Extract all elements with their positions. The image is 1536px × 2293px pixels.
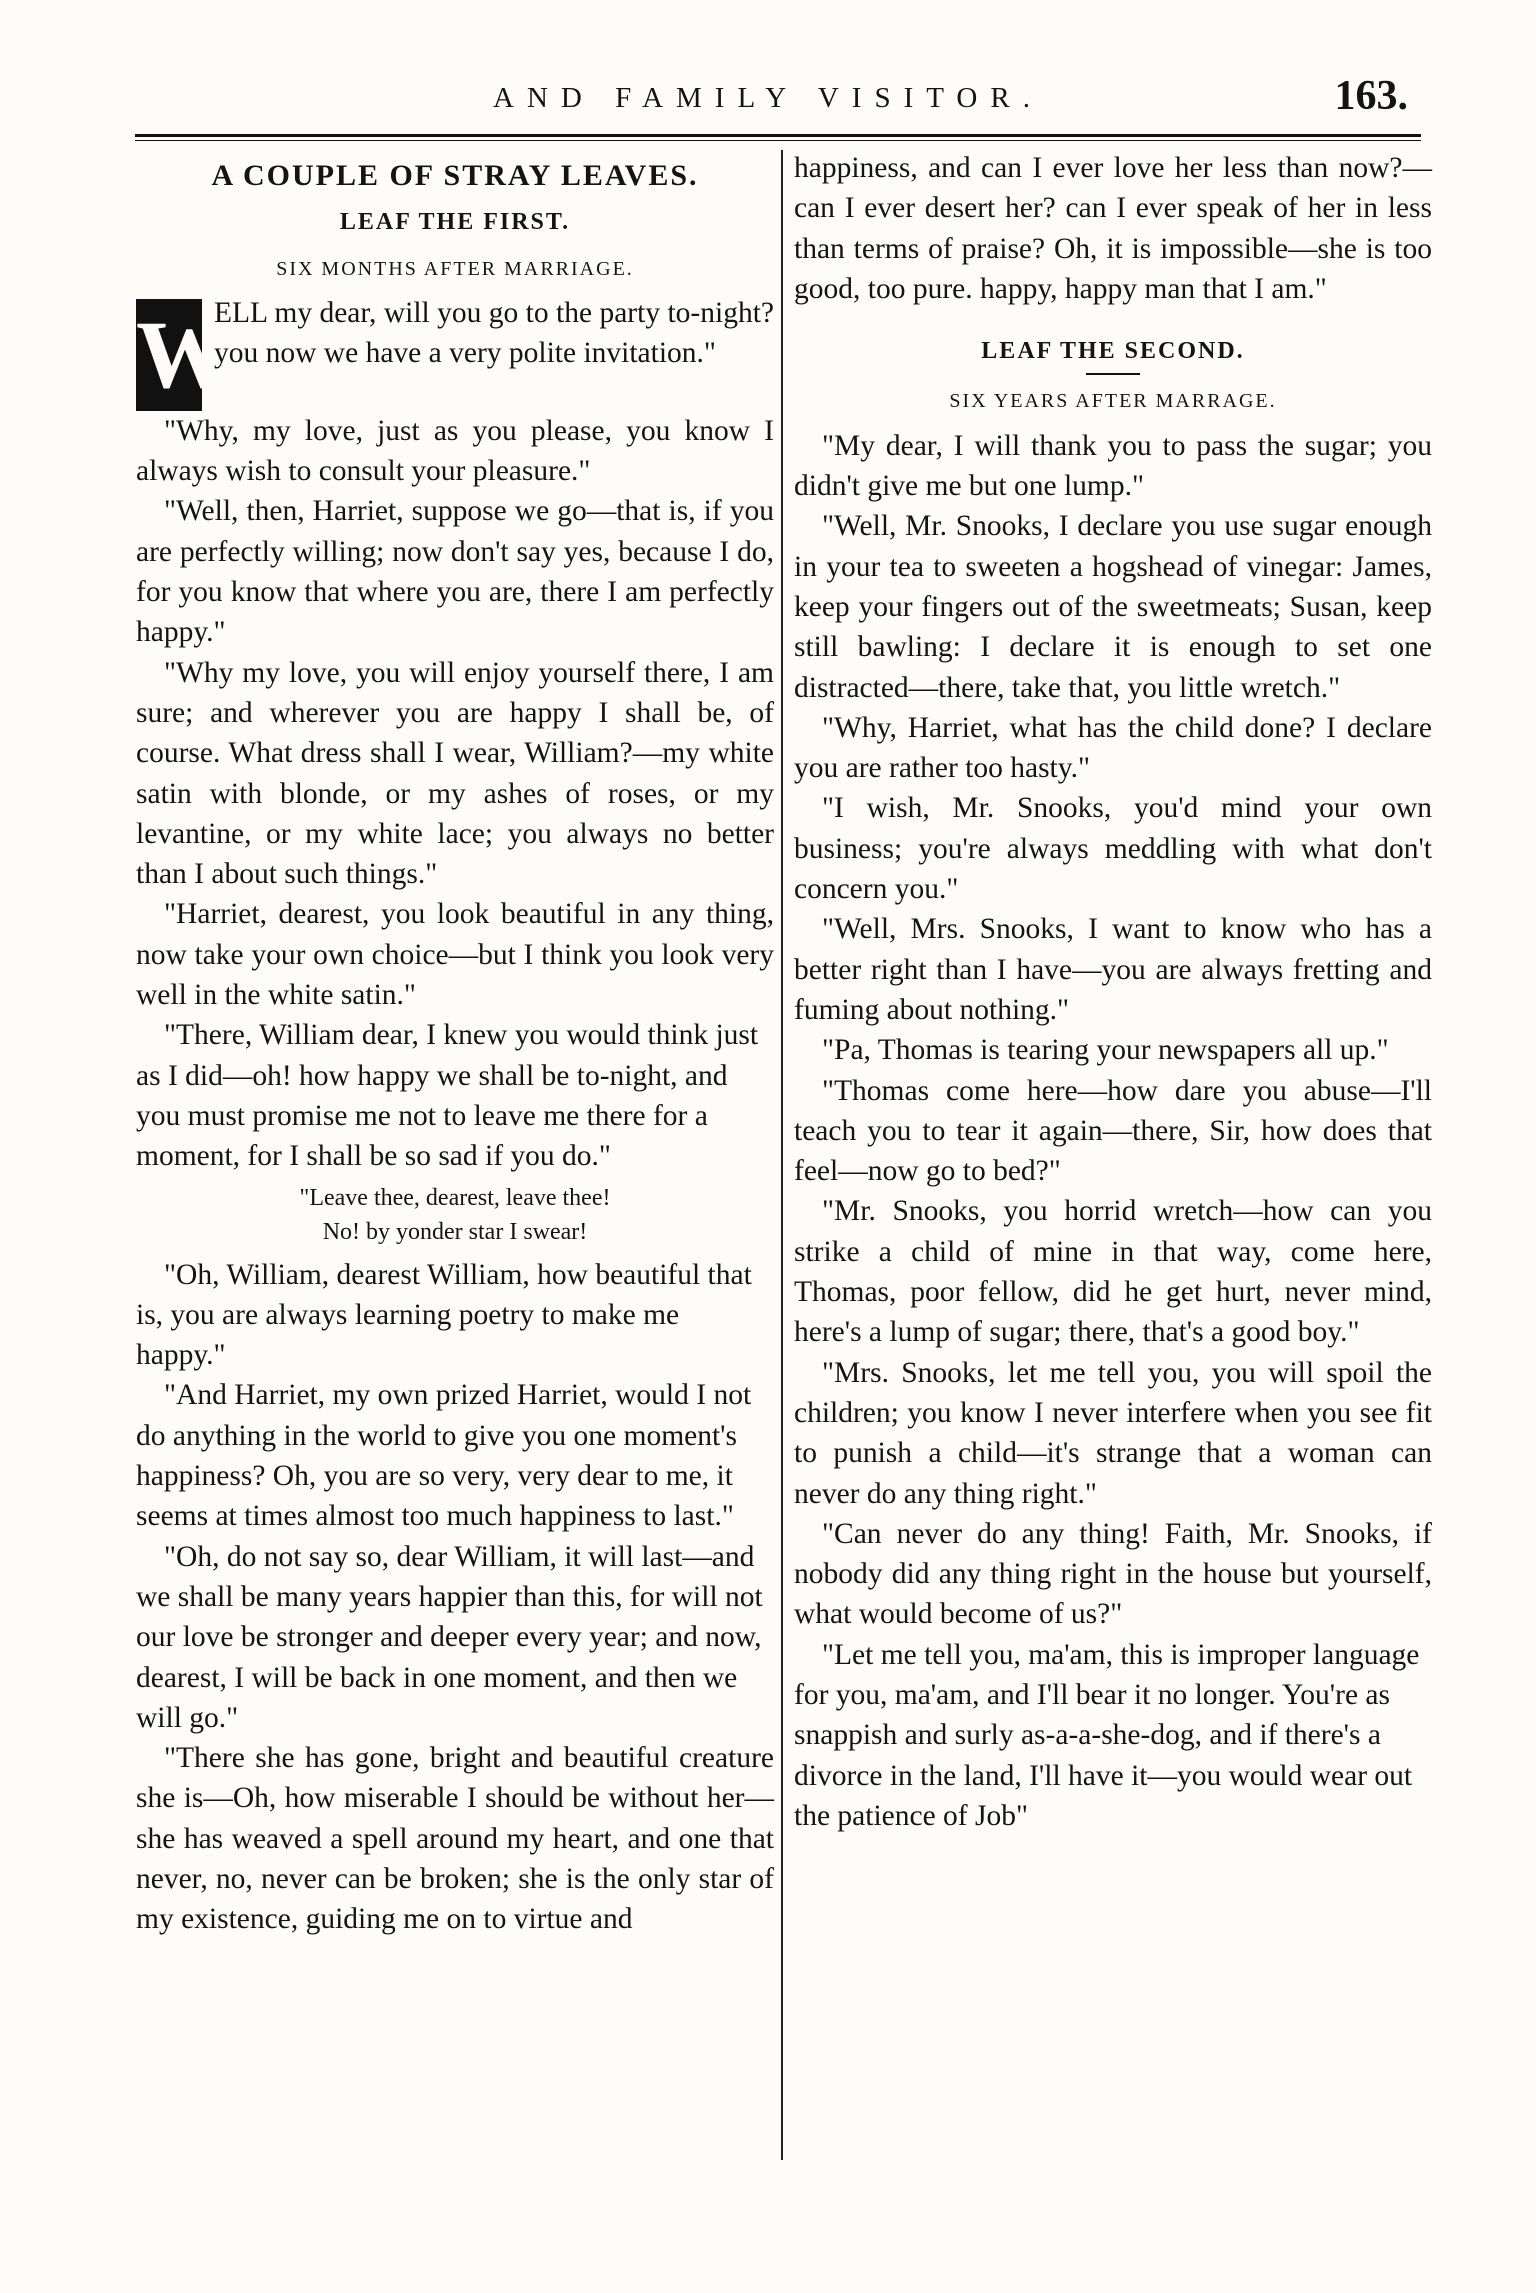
paragraph: "Pa, Thomas is tearing your newspapers all up." <box>822 1034 1389 1067</box>
verse-quote <box>136 1181 774 1249</box>
paragraph: "Why my love, you will enjoy yourself there, I am sure; and wherever you are happy I shall be, of course. What dress shall I wear, William?—my white satin with blonde, or my ashes of roses, or my levantine, or my white lace; you always no better than I about such things." <box>136 656 774 891</box>
paragraph: "Oh, do not say so, dear William, it will last—and we shall be many years happier than this, for will not our love be stronger and deeper every year; and now, dearest, I will be back in one moment, and then we will go." <box>136 1540 763 1734</box>
paragraph: "Well, Mrs. Snooks, I want to know who has a better right than I have—you are always fretting and fuming about nothing." <box>794 913 1432 1026</box>
running-title: AND FAMILY VISITOR. <box>493 82 1043 114</box>
header-rule-thick <box>135 134 1421 137</box>
running-head <box>0 73 1536 138</box>
header-rule-thin <box>135 140 1421 141</box>
paragraph: ELL my dear, will you go to the party to-night? you now we have a very polite invitation." <box>214 296 774 370</box>
verse-line: "Leave thee, dearest, leave thee! <box>299 1184 611 1211</box>
heading-rule <box>1086 373 1140 375</box>
paragraph: "Thomas come here—how dare you abuse—I'll teach you to tear it again—there, Sir, how does that feel—now go to bed?" <box>794 1074 1432 1188</box>
leaf-one-heading: LEAF THE FIRST. <box>339 209 571 236</box>
paragraph: "There, William dear, I knew you would think just as I did—oh! how happy we shall be to-night, and you must promise me not to leave me there for a moment, for I shall be so sad if you do." <box>136 1019 759 1173</box>
drop-cap: W <box>136 299 202 411</box>
paragraph: "And Harriet, my own prized Harriet, would I not do anything in the world to give you one moment's happiness? Oh, you are so very, very dear to me, it seems at times almost too much happiness to last." <box>136 1379 752 1533</box>
article-title: A COUPLE OF STRAY LEAVES. <box>211 159 699 192</box>
paragraph: "Well, Mr. Snooks, I declare you use sugar enough in your tea to sweeten a hogshead of vinegar: James, keep your fingers out of the sweetmeats; Susan, keep still bawling: I declare it is enough to set one distracted—there, take that, you little wretch." <box>794 510 1432 704</box>
paragraph: "Why, my love, just as you please, you know I always wish to consult your pleasure." <box>136 414 774 488</box>
paragraph: "My dear, I will thank you to pass the sugar; you didn't give me but one lump." <box>794 429 1432 503</box>
page-number: 163. <box>1334 73 1408 119</box>
leaf-one-subheading: SIX MONTHS AFTER MARRIAGE. <box>276 257 634 280</box>
paragraph: "Mrs. Snooks, let me tell you, you will spoil the children; you know I never interfere when you see fit to punish a child—it's strange that a woman can never do any thing right." <box>794 1356 1432 1510</box>
column-divider <box>781 150 783 2160</box>
left-column <box>136 148 774 1940</box>
leaf-two-subheading: SIX YEARS AFTER MARRAGE. <box>949 390 1277 413</box>
paragraph: "Oh, William, dearest William, how beautiful that is, you are always learning poetry to make me happy." <box>136 1258 752 1372</box>
paragraph: "Well, then, Harriet, suppose we go—that is, if you are perfectly willing; now don't say yes, because I do, for you know that where you are, there I am perfectly happy." <box>136 495 774 649</box>
leaf-two-heading: LEAF THE SECOND. <box>981 338 1245 365</box>
paragraph: "Can never do any thing! Faith, Mr. Snooks, if nobody did any thing right in the house but yourself, what would become of us?" <box>794 1517 1432 1631</box>
paragraph-continuation: happiness, and can I ever love her less than now?—can I ever desert her? can I ever speak of her in less than terms of praise? Oh, it is impossible—she is too good, too pure. happy, happy man that I am." <box>794 152 1432 305</box>
paragraph: "There she has gone, bright and beautiful creature she is—Oh, how miserable I should be without her—she has weaved a spell around my heart, and one that never, no, never can be broken; she is the only star of my existence, guiding me on to virtue and <box>136 1742 774 1936</box>
paragraph: "Mr. Snooks, you horrid wretch—how can you strike a child of mine in that way, come here, Thomas, poor fellow, did he get hurt, never mind, here's a lump of sugar; there, that's a good boy." <box>794 1195 1432 1349</box>
paragraph: "Harriet, dearest, you look beautiful in any thing, now take your own choice—but I think you look very well in the white satin." <box>136 898 774 1012</box>
opening-paragraph <box>136 293 774 408</box>
right-column <box>794 148 1432 1836</box>
paragraph: "Let me tell you, ma'am, this is improper language for you, ma'am, and I'll bear it no longer. You're as snappish and surly as-a-a-she-dog, and if there's a divorce in the land, I'll have it—you would wear out the patience of Job" <box>794 1638 1420 1832</box>
paragraph: "I wish, Mr. Snooks, you'd mind your own business; you're always meddling with what don't concern you." <box>794 792 1432 906</box>
paragraph: "Why, Harriet, what has the child done? I declare you are rather too hasty." <box>794 711 1432 785</box>
verse-line: No! by yonder star I swear! <box>322 1218 588 1245</box>
